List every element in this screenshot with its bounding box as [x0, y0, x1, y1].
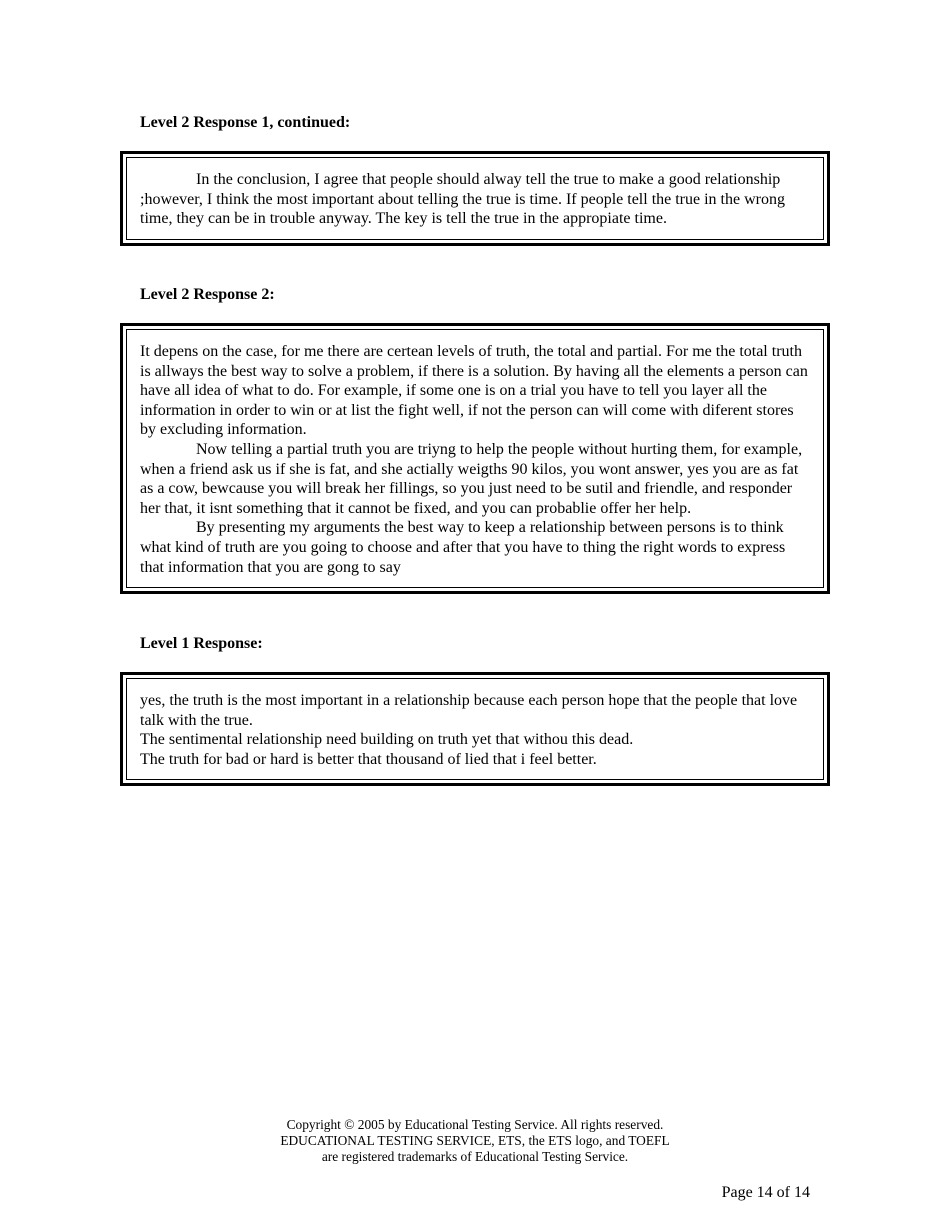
response-box-level2-response2 — [120, 323, 830, 594]
response-paragraph: Now telling a partial truth you are triyng to help the people without hurting them, for example, when a friend ask us if she is fat, and she actially weigths 90 kilos, you wont answer, yes you are as fat as a cow, bewcause you will break her fillings, so you just need to be sutil and friendle, and responder her that, it isnt something that it cannot be fixed, and you can probablie offer her help. — [140, 440, 803, 517]
trademark-line-2: are registered trademarks of Educational Testing Service. — [321, 1149, 629, 1164]
response-paragraph: The sentimental relationship need building on truth yet that withou this dead. — [140, 731, 634, 749]
section-heading-level2-response1-continued: Level 2 Response 1, continued: — [140, 114, 351, 131]
section-heading-level1-response: Level 1 Response: — [140, 635, 263, 652]
copyright-line: Copyright © 2005 by Educational Testing Service. All rights reserved. — [286, 1117, 664, 1132]
response-box-inner — [126, 329, 824, 588]
copyright-footer — [0, 1117, 950, 1165]
response-box-inner — [126, 157, 824, 240]
section-heading-level2-response2: Level 2 Response 2: — [140, 286, 275, 303]
response-box-inner — [126, 678, 824, 780]
trademark-line-1: EDUCATIONAL TESTING SERVICE, ETS, the ETS logo, and TOEFL — [280, 1133, 670, 1148]
response-paragraph: yes, the truth is the most important in a relationship because each person hope that the people that love talk with the true. — [140, 692, 798, 729]
response-box-level1-response — [120, 672, 830, 786]
response-paragraph: The truth for bad or hard is better that thousand of lied that i feel better. — [140, 750, 597, 768]
response-paragraph: It depens on the case, for me there are certean levels of truth, the total and partial. For me the total truth is allways the best way to solve a problem, if there is a solution. By having all the elements a person can have all idea of what to do. For example, if some one is on a trial you have to tell you layer all the information in order to win or at list the fight well, if not the person can will come with diferent stores by excluding information. — [140, 343, 808, 439]
response-paragraph: By presenting my arguments the best way to keep a relationship between persons is to think what kind of truth are you going to choose and after that you have to thing the right words to express that information that you are gong to say — [140, 519, 786, 576]
page-number: Page 14 of 14 — [721, 1184, 810, 1201]
response-box-level2-response1 — [120, 151, 830, 246]
response-paragraph: In the conclusion, I agree that people should alway tell the true to make a good relationship ;however, I think the most important about telling the true is time. If people tell the true in the wrong time, they can be in trouble anyway. The key is tell the true in the appropiate time. — [140, 171, 785, 228]
